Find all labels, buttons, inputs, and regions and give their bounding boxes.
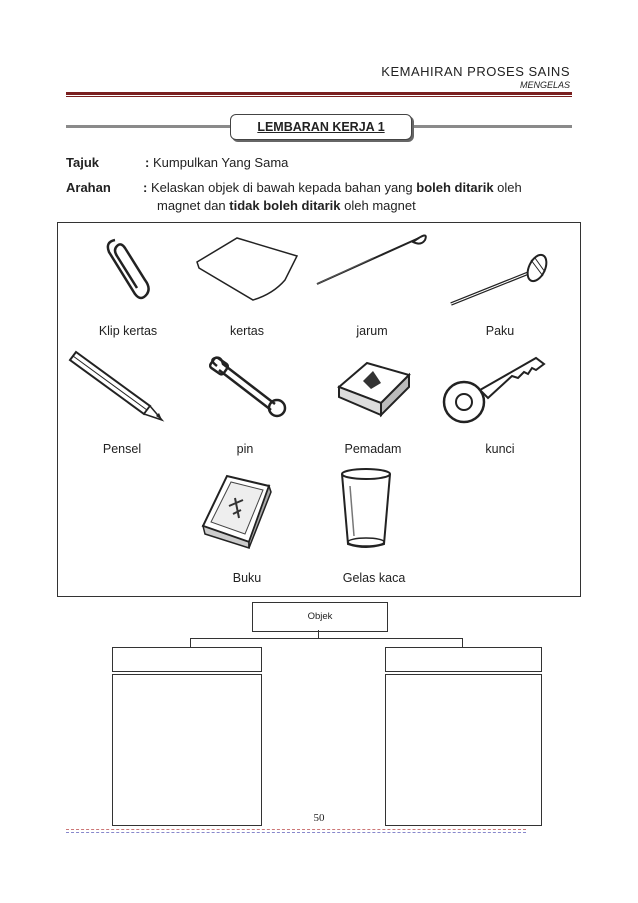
item-label: Paku [485, 324, 515, 338]
arahan-line-2 [157, 198, 416, 213]
item-label: Klip kertas [98, 324, 158, 338]
header-subtitle: MENGELAS [519, 80, 570, 90]
book-icon [197, 470, 277, 550]
glass-icon [336, 466, 396, 552]
arahan-text: oleh magnet [340, 198, 416, 213]
nail-icon [445, 250, 555, 310]
key-icon [440, 350, 552, 430]
tree-connector [318, 630, 319, 638]
item-label: Gelas kaca [342, 571, 406, 585]
item-label: Buku [232, 571, 262, 585]
arahan-emphasis: boleh ditarik [416, 180, 494, 195]
left-answer-box[interactable] [112, 674, 262, 826]
arahan-text: Kelaskan objek di bawah kepada bahan yang [151, 180, 417, 195]
pencil-icon [64, 350, 168, 422]
item-label: pin [236, 442, 254, 456]
arahan-text: oleh [493, 180, 522, 195]
tree-root: Objek [252, 602, 388, 632]
paper-sheet-icon [193, 234, 303, 302]
item-label: kunci [485, 442, 515, 456]
item-label: kertas [229, 324, 265, 338]
footer-rule [66, 832, 526, 833]
arahan-colon: : [143, 180, 148, 195]
arahan-line-1 [151, 180, 522, 195]
needle-icon [313, 228, 433, 288]
tajuk-text: Kumpulkan Yang Sama [153, 155, 289, 170]
header-rule [66, 92, 572, 95]
tajuk-label: Tajuk [66, 155, 99, 170]
right-answer-box[interactable] [385, 674, 542, 826]
safety-pin-icon [205, 356, 293, 418]
tree-connector [190, 638, 463, 639]
item-label: Pemadam [344, 442, 402, 456]
eraser-icon [333, 357, 413, 419]
item-label: Pensel [102, 442, 142, 456]
arahan-emphasis: tidak boleh ditarik [229, 198, 341, 213]
arahan-label: Arahan [66, 180, 111, 195]
paper-clip-icon [95, 232, 155, 302]
page-number: 50 [313, 812, 325, 824]
arahan-text: magnet dan [157, 198, 230, 213]
right-category-box[interactable] [385, 647, 542, 672]
item-label: jarum [356, 324, 388, 338]
left-category-box[interactable] [112, 647, 262, 672]
header-title: KEMAHIRAN PROSES SAINS [381, 64, 570, 79]
worksheet-badge: LEMBARAN KERJA 1 [230, 114, 412, 140]
tajuk-colon: : [145, 155, 150, 170]
footer-rule [66, 829, 526, 830]
header-rule-thin [66, 96, 572, 97]
